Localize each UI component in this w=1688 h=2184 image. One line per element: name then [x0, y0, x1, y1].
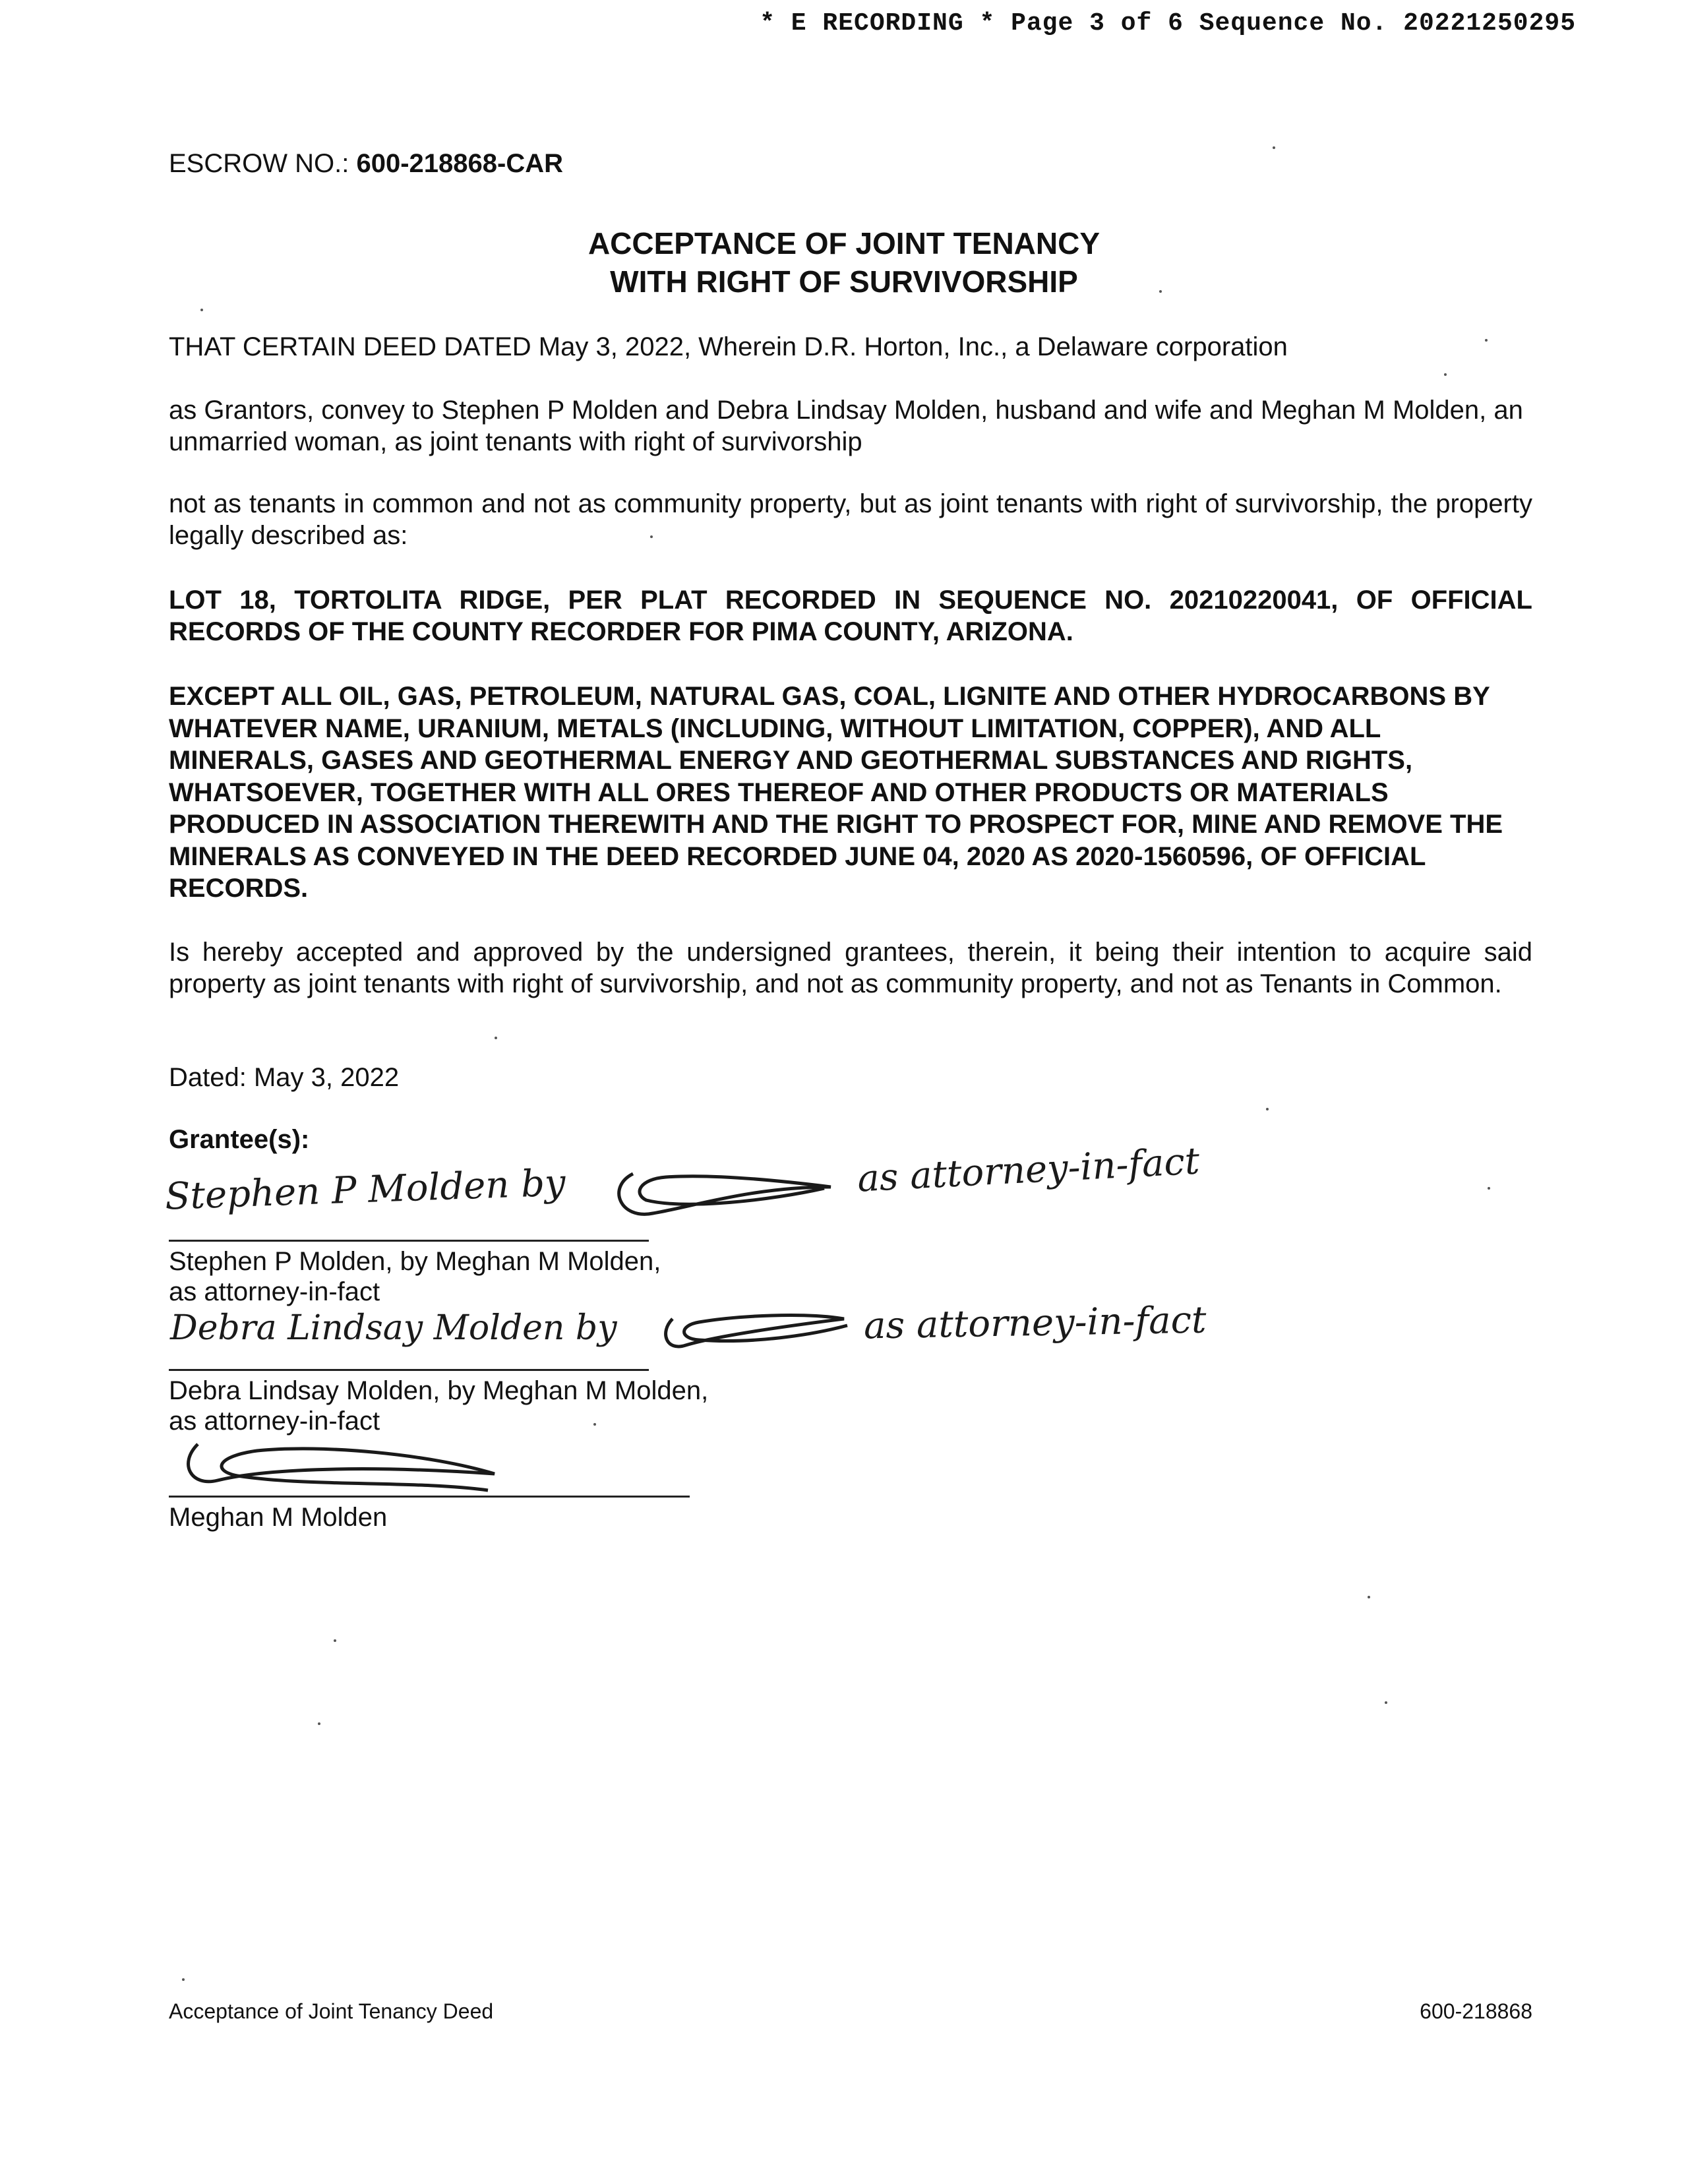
signature-1-printed: [169, 1246, 661, 1307]
deed-paragraph: THAT CERTAIN DEED DATED May 3, 2022, Wherein D.R. Horton, Inc., a Delaware corporation: [169, 332, 1288, 361]
scan-speck: [334, 1639, 336, 1642]
signature-2-suffix: as attorney-in-fact: [863, 1298, 1207, 1348]
signature-2-printed-capacity: as attorney-in-fact: [169, 1407, 380, 1436]
scan-speck: [182, 1978, 185, 1981]
tenants-paragraph: not as tenants in common and not as community property, but as joint tenants with right of survivorship, the property legally described as:: [169, 489, 1532, 550]
escrow-label: ESCROW NO.:: [169, 149, 349, 178]
title-line-1: ACCEPTANCE OF JOINT TENANCY: [588, 226, 1100, 260]
scan-speck: [1159, 290, 1162, 293]
signature-3-printed: [169, 1502, 387, 1532]
footer-document-name: Acceptance of Joint Tenancy Deed: [169, 1999, 494, 2023]
scan-speck: [1385, 1701, 1387, 1704]
scan-speck: [1368, 1596, 1370, 1598]
scan-speck: [495, 1037, 497, 1039]
mineral-exception: EXCEPT ALL OIL, GAS, PETROLEUM, NATURAL GAS, COAL, LIGNITE AND OTHER HYDROCARBONS BY WHATEVER NAME, URANIUM, METALS (INCLUDING, WITHOUT LIMITATION, COPPER), AND ALL MINERALS, GASES AND GEOTHERMAL ENERGY AND GEOTHERMAL SUBSTANCES AND RIGHTS, WHATSOEVER, TOGETHER WITH ALL ORES THEREOF AND OTHER PRODUCTS OR MATERIALS PRODUCED IN ASSOCIATION THEREWITH AND THE RIGHT TO PROSPECT FOR, MINE AND REMOVE THE MINERALS AS CONVEYED IN THE DEED RECORDED JUNE 04, 2020 AS 2020-1560596, OF OFFICIAL RECORDS.: [169, 682, 1503, 903]
signature-2-handwriting: [170, 1308, 617, 1348]
signature-1-suffix: as attorney-in-fact: [856, 1139, 1201, 1201]
signature-1-printed-capacity: as attorney-in-fact: [169, 1277, 380, 1306]
title-line-2: WITH RIGHT OF SURVIVORSHIP: [610, 264, 1078, 299]
signature-1-scribble-icon: [607, 1147, 844, 1227]
scan-speck: [1266, 1108, 1269, 1110]
recording-stamp: * E RECORDING * Page 3 of 6 Sequence No. 20221250295: [760, 9, 1576, 38]
signature-1-name: Stephen P Molden by: [164, 1161, 566, 1219]
scan-speck: [650, 535, 653, 538]
signature-1-printed-name: Stephen P Molden, by Meghan M Molden,: [169, 1247, 661, 1276]
dated-line: Dated: May 3, 2022: [169, 1063, 400, 1092]
signature-2-printed-name: Debra Lindsay Molden, by Meghan M Molden,: [169, 1376, 709, 1405]
footer-escrow-number: 600-218868: [1420, 1999, 1532, 2023]
grantees-label: Grantee(s):: [169, 1125, 310, 1154]
signature-1-line: [169, 1240, 649, 1242]
document-title: [0, 224, 1688, 301]
scan-speck: [1488, 1187, 1490, 1190]
scan-speck: [1485, 339, 1488, 342]
convey-paragraph: as Grantors, convey to Stephen P Molden and Debra Lindsay Molden, husband and wife and Meghan M Molden, an unmarried woman, as joint tenants with right of survivorship: [169, 396, 1523, 456]
scan-speck: [1273, 146, 1275, 149]
legal-description: LOT 18, TORTOLITA RIDGE, PER PLAT RECORDED IN SEQUENCE NO. 20210220041, OF OFFICIAL RECORDS OF THE COUNTY RECORDER FOR PIMA COUNTY, ARIZONA.: [169, 586, 1532, 646]
signature-2-name: Debra Lindsay Molden by: [170, 1308, 617, 1348]
signature-1-handwriting: [164, 1161, 566, 1218]
acceptance-paragraph: Is hereby accepted and approved by the undersigned grantees, therein, it being their intention to acquire said property as joint tenants with right of survivorship, and not as community property, and not as Tenants in Common.: [169, 938, 1532, 998]
scan-speck: [593, 1423, 596, 1426]
signature-3-scribble-icon: [178, 1424, 508, 1497]
escrow-number: 600-218868-CAR: [356, 149, 563, 178]
signature-3-line: [169, 1496, 690, 1498]
signature-2-line: [169, 1369, 649, 1371]
signature-3-printed-name: Meghan M Molden: [169, 1503, 388, 1532]
scan-speck: [1444, 373, 1447, 376]
escrow-number-line: [169, 148, 1532, 179]
signature-2-scribble-icon: [659, 1299, 857, 1358]
scan-speck: [318, 1722, 320, 1725]
scan-speck: [200, 309, 203, 311]
